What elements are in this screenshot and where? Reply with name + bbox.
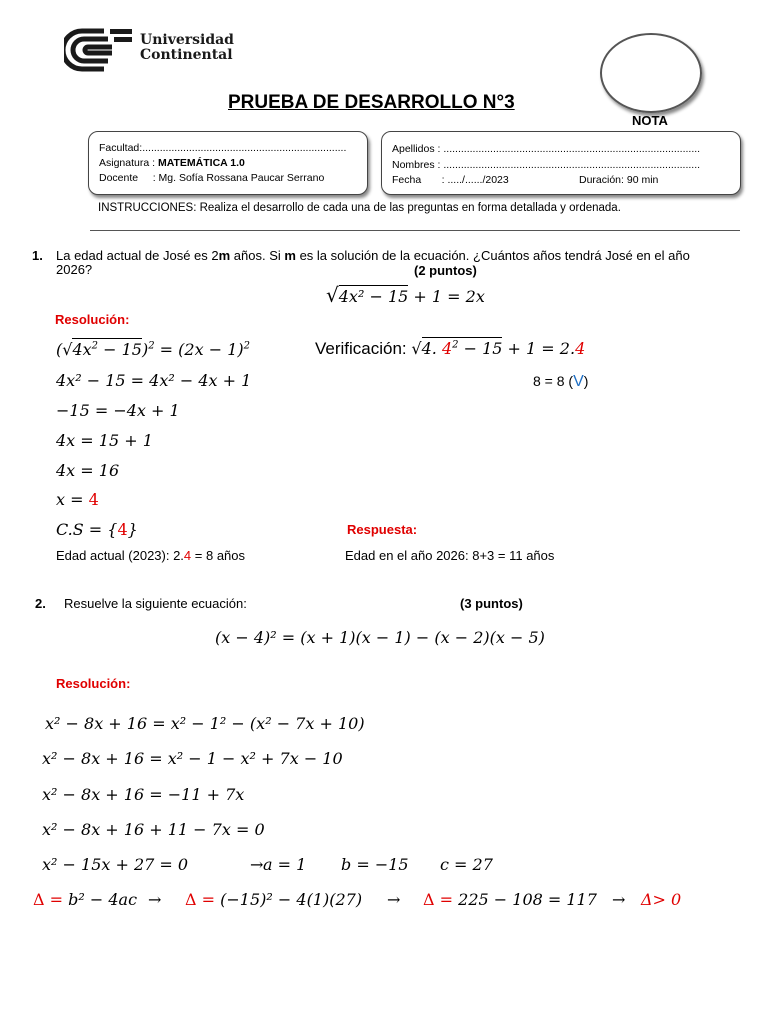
arrow-icon: →	[612, 890, 626, 909]
q2-points: (3 puntos)	[460, 596, 523, 611]
page-title: PRUEBA DE DESARROLLO N°3	[228, 92, 515, 113]
q1-answer-label: Respuesta:	[347, 522, 418, 537]
q1-step-1: 4x² − 15 = 4x² − 4x + 1	[56, 371, 252, 390]
q1-step-2: −15 = −4x + 1	[56, 401, 180, 420]
arrow-icon: →	[148, 890, 162, 909]
q2-step-2: x² − 8x + 16 = x² − 1 − x² + 7x − 10	[42, 749, 343, 768]
teacher-field: Docente : Mg. Sofía Rossana Paucar Serrano	[99, 172, 325, 184]
duration-field: Duración: 90 min	[579, 174, 659, 186]
q2-coef-b: b = −15	[341, 855, 409, 874]
q1-number: 1.	[32, 248, 43, 263]
q1-step-4: 4x = 16	[56, 461, 120, 480]
q2-step-4: x² − 8x + 16 + 11 − 7x = 0	[42, 820, 265, 839]
q1-solution-set: C.S = {4}	[56, 520, 138, 539]
q1-equation: √4x² − 15 + 1 = 2x	[326, 283, 485, 307]
q1-resolution-label: Resolución:	[55, 312, 130, 327]
surname-field[interactable]: Apellidos : ........................................................................................	[392, 143, 701, 155]
faculty-field: Facultad:......................................................................	[99, 142, 347, 154]
q2-coef-a: a = 1	[263, 855, 307, 874]
q1-step-0: $(√4x^2 - 15)^2 = (2x - 1)^2$	[56, 340, 250, 359]
university-logo-icon	[64, 28, 134, 72]
q1-age-2026: Edad en el año 2026: 8+3 = 11 años	[345, 548, 555, 563]
arrow-icon: →	[387, 890, 401, 909]
arrow-icon: →	[250, 855, 264, 874]
q2-discriminant-sign: Δ> 0	[641, 890, 682, 909]
course-info-box	[88, 131, 368, 195]
grade-oval	[600, 33, 702, 113]
q2-coef-c: c = 27	[440, 855, 493, 874]
q1-solution: x = 4	[56, 490, 99, 509]
q1-text-line2: 2026?	[56, 262, 93, 277]
date-field[interactable]: Fecha : ...../....../2023	[392, 174, 509, 186]
q2-step-1: x² − 8x + 16 = x² − 1² − (x² − 7x + 10)	[45, 714, 365, 733]
q1-verification: Verificación: √4. $4^2 - 15 + 1 = 2.4$	[315, 339, 586, 358]
q1-points: (2 puntos)	[414, 263, 477, 278]
q2-discriminant-value: Δ = 225 − 108 = 117	[423, 890, 597, 909]
q2-resolution-label: Resolución:	[56, 676, 131, 691]
student-info-box	[381, 131, 741, 195]
q2-number: 2.	[35, 596, 46, 611]
q2-quadratic: x² − 15x + 27 = 0	[42, 855, 189, 874]
q2-equation: (x − 4)² = (x + 1)(x − 1) − (x − 2)(x − 5)	[215, 628, 545, 647]
q1-check: 8 = 8 (V)	[533, 373, 589, 390]
q1-current-age: Edad actual (2023): 2.4 = 8 años	[56, 548, 246, 563]
q2-step-3: x² − 8x + 16 = −11 + 7x	[42, 785, 245, 804]
name-field[interactable]: Nombres : ........................................................................................	[392, 159, 701, 171]
q2-text: Resuelve la siguiente ecuación:	[64, 596, 247, 611]
q1-text: La edad actual de José es 2m años. Si m es la solución de la ecuación. ¿Cuántos años tendrá José en el año	[56, 248, 690, 263]
subject-field: Asignatura : MATEMÁTICA 1.0	[99, 157, 245, 169]
divider	[90, 230, 740, 231]
q2-discriminant-formula: Δ = b² − 4ac	[33, 890, 138, 909]
university-name: Universidad Continental	[140, 32, 234, 63]
q2-discriminant-sub: Δ = (−15)² − 4(1)(27)	[185, 890, 363, 909]
instructions: INSTRUCCIONES: Realiza el desarrollo de cada una de las preguntas en forma detallada y ordenada.	[98, 202, 621, 214]
q1-step-3: 4x = 15 + 1	[56, 431, 153, 450]
grade-label: NOTA	[632, 113, 668, 128]
